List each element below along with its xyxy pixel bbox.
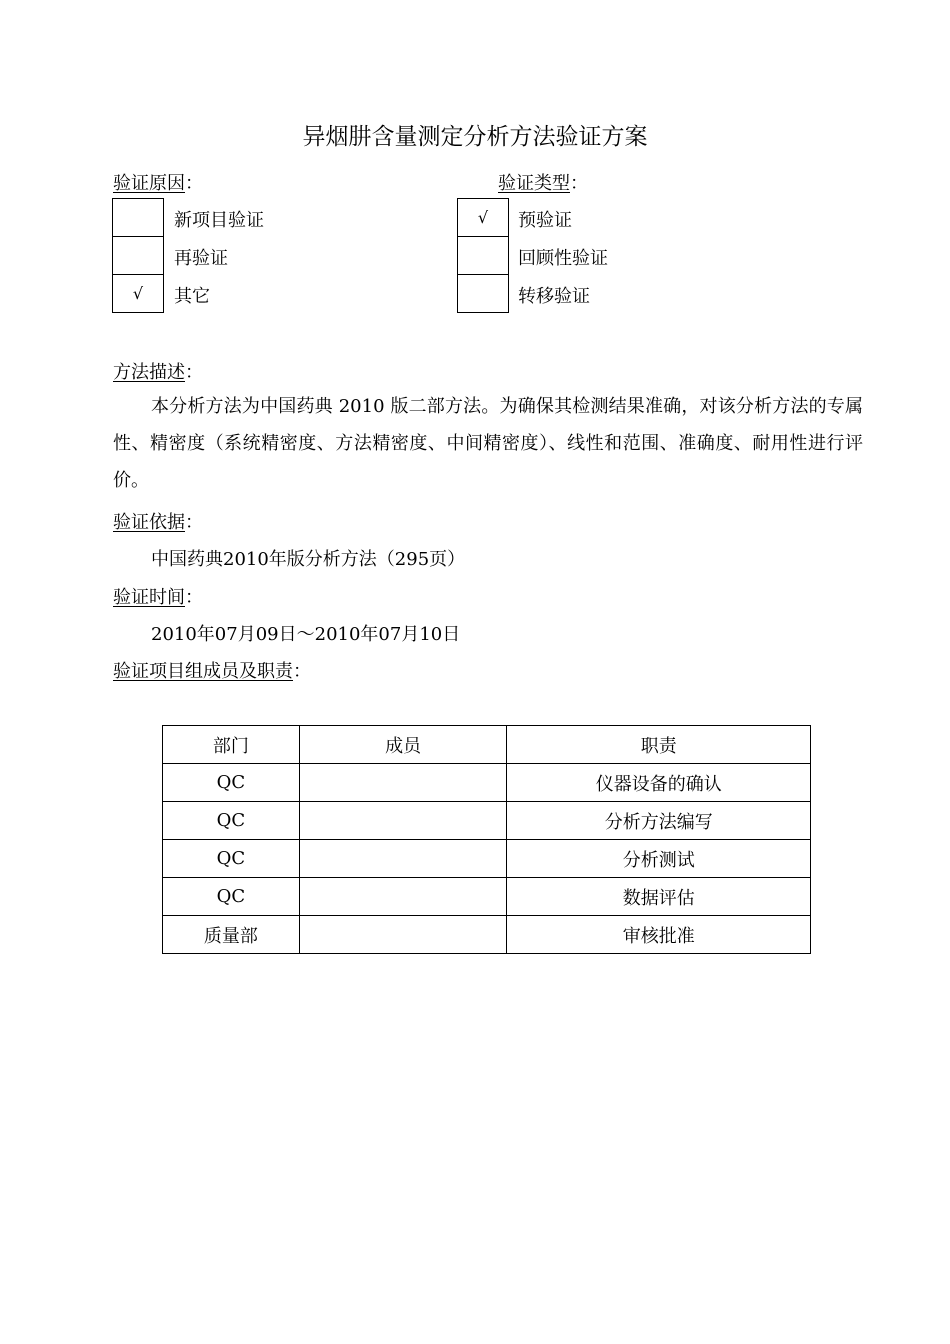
cell-responsibility: 分析方法编写	[507, 802, 811, 840]
cell-department: 质量部	[163, 916, 300, 954]
validation-time-colon: ：	[185, 587, 203, 608]
header-member: 成员	[299, 726, 507, 764]
option-label-transfer: 转移验证	[518, 286, 590, 307]
validation-type-colon: ：	[570, 173, 588, 194]
method-description-text: 本分析方法为中国药典 2010 版二部方法。为确保其检测结果准确，对该分析方法的专属性、精密度（系统精密度、方法精密度、中间精密度）、线性和范围、准确度、耐用性进行评价。	[113, 396, 863, 491]
validation-basis-heading	[113, 508, 203, 534]
cell-department: QC	[163, 764, 300, 802]
checkbox-other[interactable]: √	[113, 274, 163, 312]
method-description-label: 方法描述	[113, 362, 185, 383]
option-label-retrospective: 回顾性验证	[518, 248, 608, 269]
cell-responsibility: 审核批准	[507, 916, 811, 954]
validation-basis-colon: ：	[185, 512, 203, 533]
members-colon: ：	[293, 661, 311, 682]
option-label-revalidation: 再验证	[174, 248, 228, 269]
members-label: 验证项目组成员及职责	[113, 661, 293, 682]
validation-reason-colon: ：	[185, 173, 203, 194]
table-row	[163, 916, 811, 954]
cell-responsibility: 仪器设备的确认	[507, 764, 811, 802]
method-description-colon: ：	[185, 362, 203, 383]
members-heading	[113, 657, 311, 683]
header-department: 部门	[163, 726, 300, 764]
cell-department: QC	[163, 878, 300, 916]
validation-type-label: 验证类型	[498, 173, 570, 194]
validation-reason-checkboxes	[112, 198, 164, 313]
header-responsibility: 职责	[507, 726, 811, 764]
document-title: 异烟肼含量测定分析方法验证方案	[302, 124, 648, 150]
validation-basis-label: 验证依据	[113, 512, 185, 533]
checkbox-revalidation[interactable]	[113, 236, 163, 274]
cell-department: QC	[163, 840, 300, 878]
cell-department: QC	[163, 802, 300, 840]
checkbox-pre-validation[interactable]: √	[477, 208, 489, 227]
checkbox-retrospective[interactable]	[458, 236, 508, 274]
table-row	[163, 878, 811, 916]
table-row	[163, 764, 811, 802]
validation-time-label: 验证时间	[113, 587, 185, 608]
validation-type-checkboxes	[457, 198, 509, 313]
cell-member[interactable]	[299, 840, 507, 878]
table-row	[163, 802, 811, 840]
validation-type-heading	[498, 169, 588, 195]
validation-time-text: 2010年07月09日～2010年07月10日	[151, 624, 461, 645]
cell-responsibility: 数据评估	[507, 878, 811, 916]
validation-reason-label: 验证原因	[113, 173, 185, 194]
cell-member[interactable]	[299, 878, 507, 916]
table-row	[163, 840, 811, 878]
cell-member[interactable]	[299, 764, 507, 802]
cell-member[interactable]	[299, 916, 507, 954]
checkbox-transfer[interactable]	[458, 274, 508, 312]
cell-responsibility: 分析测试	[507, 840, 811, 878]
option-label-new-project: 新项目验证	[174, 210, 264, 231]
option-label-other: 其它	[174, 286, 210, 307]
method-description-heading	[113, 358, 203, 384]
validation-basis-text: 中国药典2010年版分析方法（295页）	[151, 549, 466, 570]
members-table	[162, 725, 811, 954]
validation-time-heading	[113, 583, 203, 609]
option-label-pre-validation: 预验证	[518, 210, 572, 231]
table-header-row	[163, 726, 811, 764]
checkbox-new-project[interactable]	[113, 199, 163, 236]
validation-reason-heading	[113, 169, 203, 195]
cell-member[interactable]	[299, 802, 507, 840]
